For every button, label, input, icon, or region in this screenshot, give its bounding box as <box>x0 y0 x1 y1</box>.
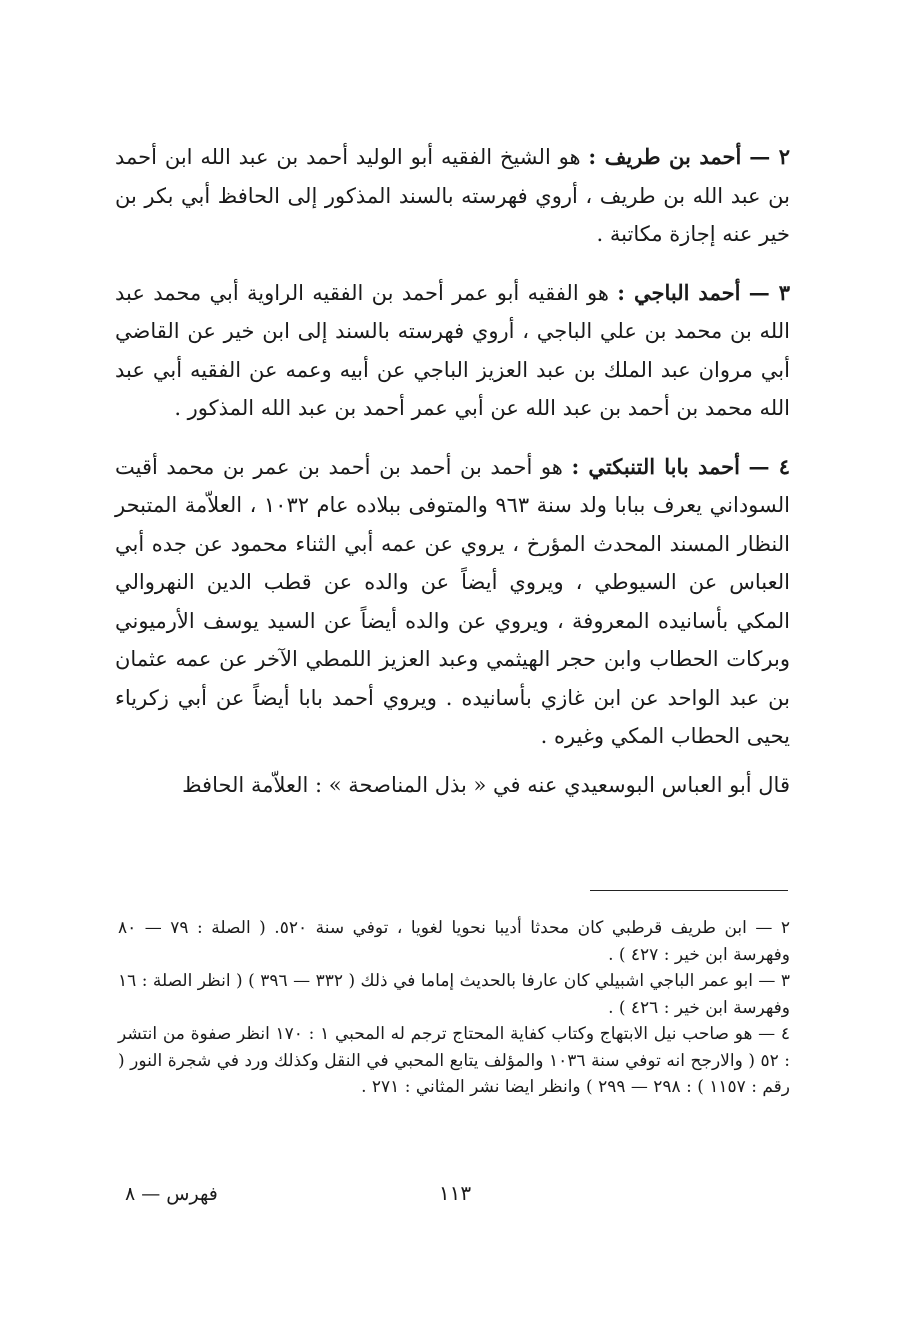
footnote-divider <box>590 890 788 891</box>
footnote: ٣ — ابو عمر الباجي اشبيلي كان عارفا بالحديث إماما في ذلك ( ٣٣٢ — ٣٩٦ ) ( انظر الصلة : ١٦ وفهرسة ابن خير : ٤٢٦ ) . <box>118 971 790 1018</box>
entry-number: ٢ — <box>749 144 790 169</box>
printer-signature: فهرس — ٨ <box>125 1183 218 1205</box>
footnote: ٢ — ابن طريف قرطبي كان محدثا أديبا نحويا لغويا ، توفي سنة ٥٢٠. ( الصلة : ٧٩ — ٨٠ وفهرسة ابن خير : ٤٢٧ ) . <box>118 918 790 965</box>
footnotes <box>118 915 790 1101</box>
entry-text: هو أحمد بن أحمد بن أحمد بن عمر بن محمد أقيت السوداني يعرف ببابا ولد سنة ٩٦٣ والمتوفى ببلاده عام ١٠٣٢ ، العلاّمة المتبحر النظار المسند المحدث المؤرخ ، يروي عن عمه أبي الثناء محمود عن جده أبي العباس عن السيوطي ، ويروي أيضاً عن والده عن قطب الدين النهروالي المكي بأسانيده المعروفة ، ويروي عن والده أيضاً عن السيد يوسف الأرميوني وبركات الحطاب وابن حجر الهيثمي وعبد العزيز اللمطي الآخر عن عمه عثمان بن عبد الواحد عن ابن غازي بأسانيده . ويروي أحمد بابا أيضاً عن أبي زكرياء يحيى الحطاب المكي وغيره . <box>115 454 790 748</box>
footnote: ٤ — هو صاحب نيل الابتهاج وكتاب كفاية المحتاج ترجم له المحبي ١ : ١٧٠ انظر صفوة من انتشر : ٥٢ ( والارجح انه توفي سنة ١٠٣٦ والمؤلف يتابع المحبي في النقل وكذلك ورد في شجرة النور ( رقم : ١١٥٧ ) : ٢٩٨ — ٢٩٩ ) وانظر ايضا نشر المثاني : ٢٧١ . <box>118 1024 791 1097</box>
entry-number: ٤ — <box>748 453 790 479</box>
entry-text: هو الشيخ الفقيه أبو الوليد أحمد بن عبد الله ابن أحمد بن عبد الله بن طريف ، أروي فهرسته بالسند المذكور إلى الحافظ أبي بكر بن خير عنه إجازة مكاتبة . <box>115 145 790 246</box>
entry-ahmad-bin-tarif <box>115 138 790 254</box>
entry-number: ٣ — <box>748 279 790 305</box>
entry-name: أحمد الباجي : <box>617 279 741 305</box>
main-text <box>115 138 790 804</box>
page-number: ١١٣ <box>438 1181 472 1205</box>
entry-ahmad-al-baji <box>115 274 790 428</box>
entry-ahmad-baba <box>115 448 790 756</box>
entry-name: أحمد بابا التنبكتي : <box>571 453 740 479</box>
quote-line: قال أبو العباس البوسعيدي عنه في « بذل المناصحة » : العلاّمة الحافظ <box>182 772 790 797</box>
entry-name: أحمد بن طريف : <box>588 144 742 169</box>
entry-text: هو الفقيه أبو عمر أحمد بن الفقيه الراوية أبي محمد عبد الله بن محمد بن علي الباجي ، أروي فهرسته بالسند إلى ابن خير عن القاضي أبي مروان عبد الملك بن عبد العزيز الباجي عن أبيه وعمه عن الفقيه أبي عبد الله محمد بن أحمد بن عبد الله عن أبي عمر أحمد بن عبد الله المذكور . <box>115 280 790 420</box>
